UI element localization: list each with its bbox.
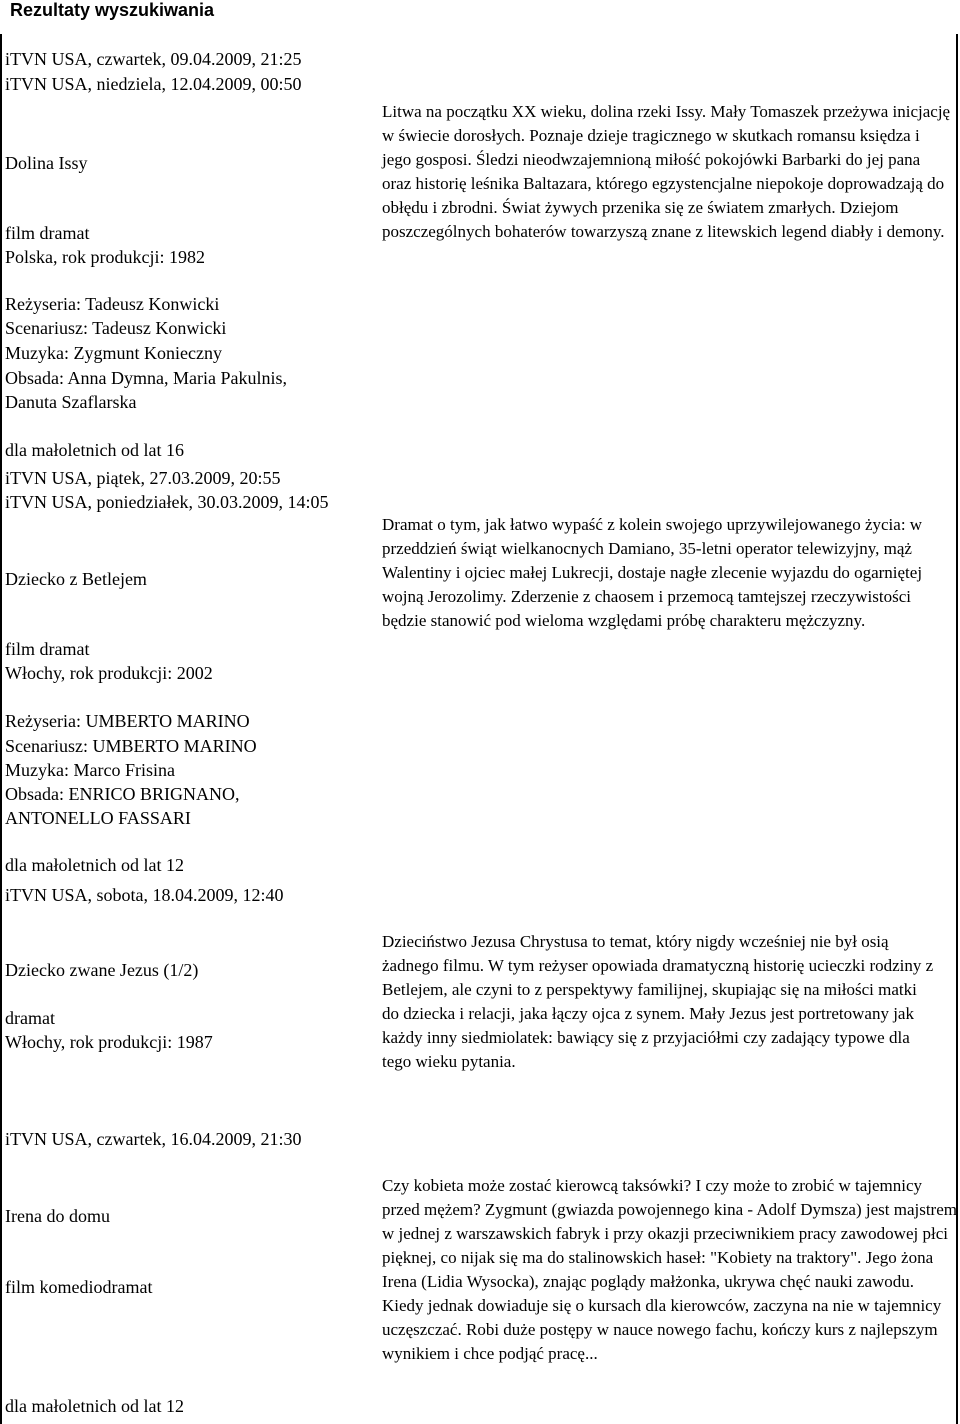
airing-line: iTVN USA, czwartek, 16.04.2009, 21:30	[5, 1129, 302, 1149]
result-production: Włochy, rok produkcji: 2002	[5, 663, 213, 683]
result-title[interactable]: Dolina Issy	[5, 153, 88, 173]
result-screenplay: Scenariusz: Tadeusz Konwicki	[5, 318, 227, 338]
result-description: Dzieciństwo Jezusa Chrystusa to temat, który nigdy wcześniej nie był osią żadnego filmu. W tym reżyser opowiada dramatyczną historię ucieczki rodziny z Betlejem, ale czyni to z perspektywy familijnej, skupiając się na miłości matki do dziecka i relacji, jaka łączy ojca z synem. Mały Jezus jest portretowany jak każdy inny siedmiolatek: bawiący się z przyjaciółmi czy zadający typowe dla tego wieku pytania.	[382, 932, 934, 1071]
result-rating: dla małoletnich od lat 16	[5, 440, 184, 460]
result-rating: dla małoletnich od lat 12	[5, 855, 184, 875]
result-production: Włochy, rok produkcji: 1987	[5, 1032, 213, 1052]
result-cast-cont: Danuta Szaflarska	[5, 392, 137, 412]
result-director: Reżyseria: Tadeusz Konwicki	[5, 294, 220, 314]
page-title: Rezultaty wyszukiwania	[10, 0, 215, 20]
result-cast: Obsada: Anna Dymna, Maria Pakulnis,	[5, 368, 287, 388]
result-production: Polska, rok produkcji: 1982	[5, 247, 205, 267]
result-title[interactable]: Dziecko z Betlejem	[5, 569, 147, 589]
result-cast-cont: ANTONELLO FASSARI	[5, 808, 191, 828]
result-genre: film dramat	[5, 639, 90, 659]
header-bar	[0, 0, 960, 34]
result-description: Czy kobieta może zostać kierowcą taksówki? I czy może to zrobić w tajemnicy przed mężem? Zygmunt (gwiazda powojennego kina - Adolf Dymsza) jest majstrem w jednej z warszawskich fabryk i przy okazji przeciwnikiem pracy zawodowej płci pięknej, co nijak się ma do stalinowskich haseł: "Kobiety na traktory". Jego żona Irena (Lidia Wysocka), znając poglądy małżonka, ukrywa chęć nauki zawodu. Kiedy jednak dowiaduje się o kursach dla kierowców, zaczyna na nie w tajemnicy uczęszczać. Robi duże postępy w nauce nowego fachu, kończy kurs z najlepszym wynikiem i chce podjąć pracę...	[382, 1176, 957, 1363]
result-screenplay: Scenariusz: UMBERTO MARINO	[5, 736, 257, 756]
result-director: Reżyseria: UMBERTO MARINO	[5, 711, 250, 731]
result-rating: dla małoletnich od lat 12	[5, 1396, 184, 1416]
airing-line: iTVN USA, poniedziałek, 30.03.2009, 14:05	[5, 492, 329, 512]
result-title[interactable]: Dziecko zwane Jezus (1/2)	[5, 960, 199, 980]
result-music: Muzyka: Zygmunt Konieczny	[5, 343, 222, 363]
airing-line: iTVN USA, piątek, 27.03.2009, 20:55	[5, 468, 281, 488]
result-description: Litwa na początku XX wieku, dolina rzeki Issy. Mały Tomaszek przeżywa inicjację w świecie dorosłych. Poznaje dzieje tragicznego w skutkach romansu księdza i jego gosposi. Śledzi nieodwzajemnioną miłość pokojówki Barbarki do jej pana oraz historię leśnika Baltazara, którego egzystencjalne niepokoje doprowadzają do obłędu i zbrodni. Świat żywych przenika się ze światem zmarłych. Dziejom poszczególnych bohaterów towarzyszą znane z litewskich legend diabły i demony.	[382, 102, 951, 241]
airing-line: iTVN USA, sobota, 18.04.2009, 12:40	[5, 885, 284, 905]
result-title[interactable]: Irena do domu	[5, 1206, 110, 1226]
result-cast: Obsada: ENRICO BRIGNANO,	[5, 784, 240, 804]
result-genre: dramat	[5, 1008, 55, 1028]
airing-line: iTVN USA, niedziela, 12.04.2009, 00:50	[5, 74, 302, 94]
result-music: Muzyka: Marco Frisina	[5, 760, 175, 780]
result-genre: film dramat	[5, 223, 90, 243]
result-genre: film komediodramat	[5, 1277, 153, 1297]
airing-line: iTVN USA, czwartek, 09.04.2009, 21:25	[5, 49, 302, 69]
result-description: Dramat o tym, jak łatwo wypaść z kolein swojego uprzywilejowanego życia: w przeddzień świąt wielkanocnych Damiano, 35-letni operator telewizyjny, mąż Walentiny i ojciec małej Lukrecji, dostaje nagłe zlecenie wyjazdu do ogarniętej wojną Jerozolimy. Zderzenie z chaosem i przemocą tamtejszej rzeczywistości będzie stanowić pod wieloma względami próbę charakteru mężczyzny.	[382, 515, 923, 630]
